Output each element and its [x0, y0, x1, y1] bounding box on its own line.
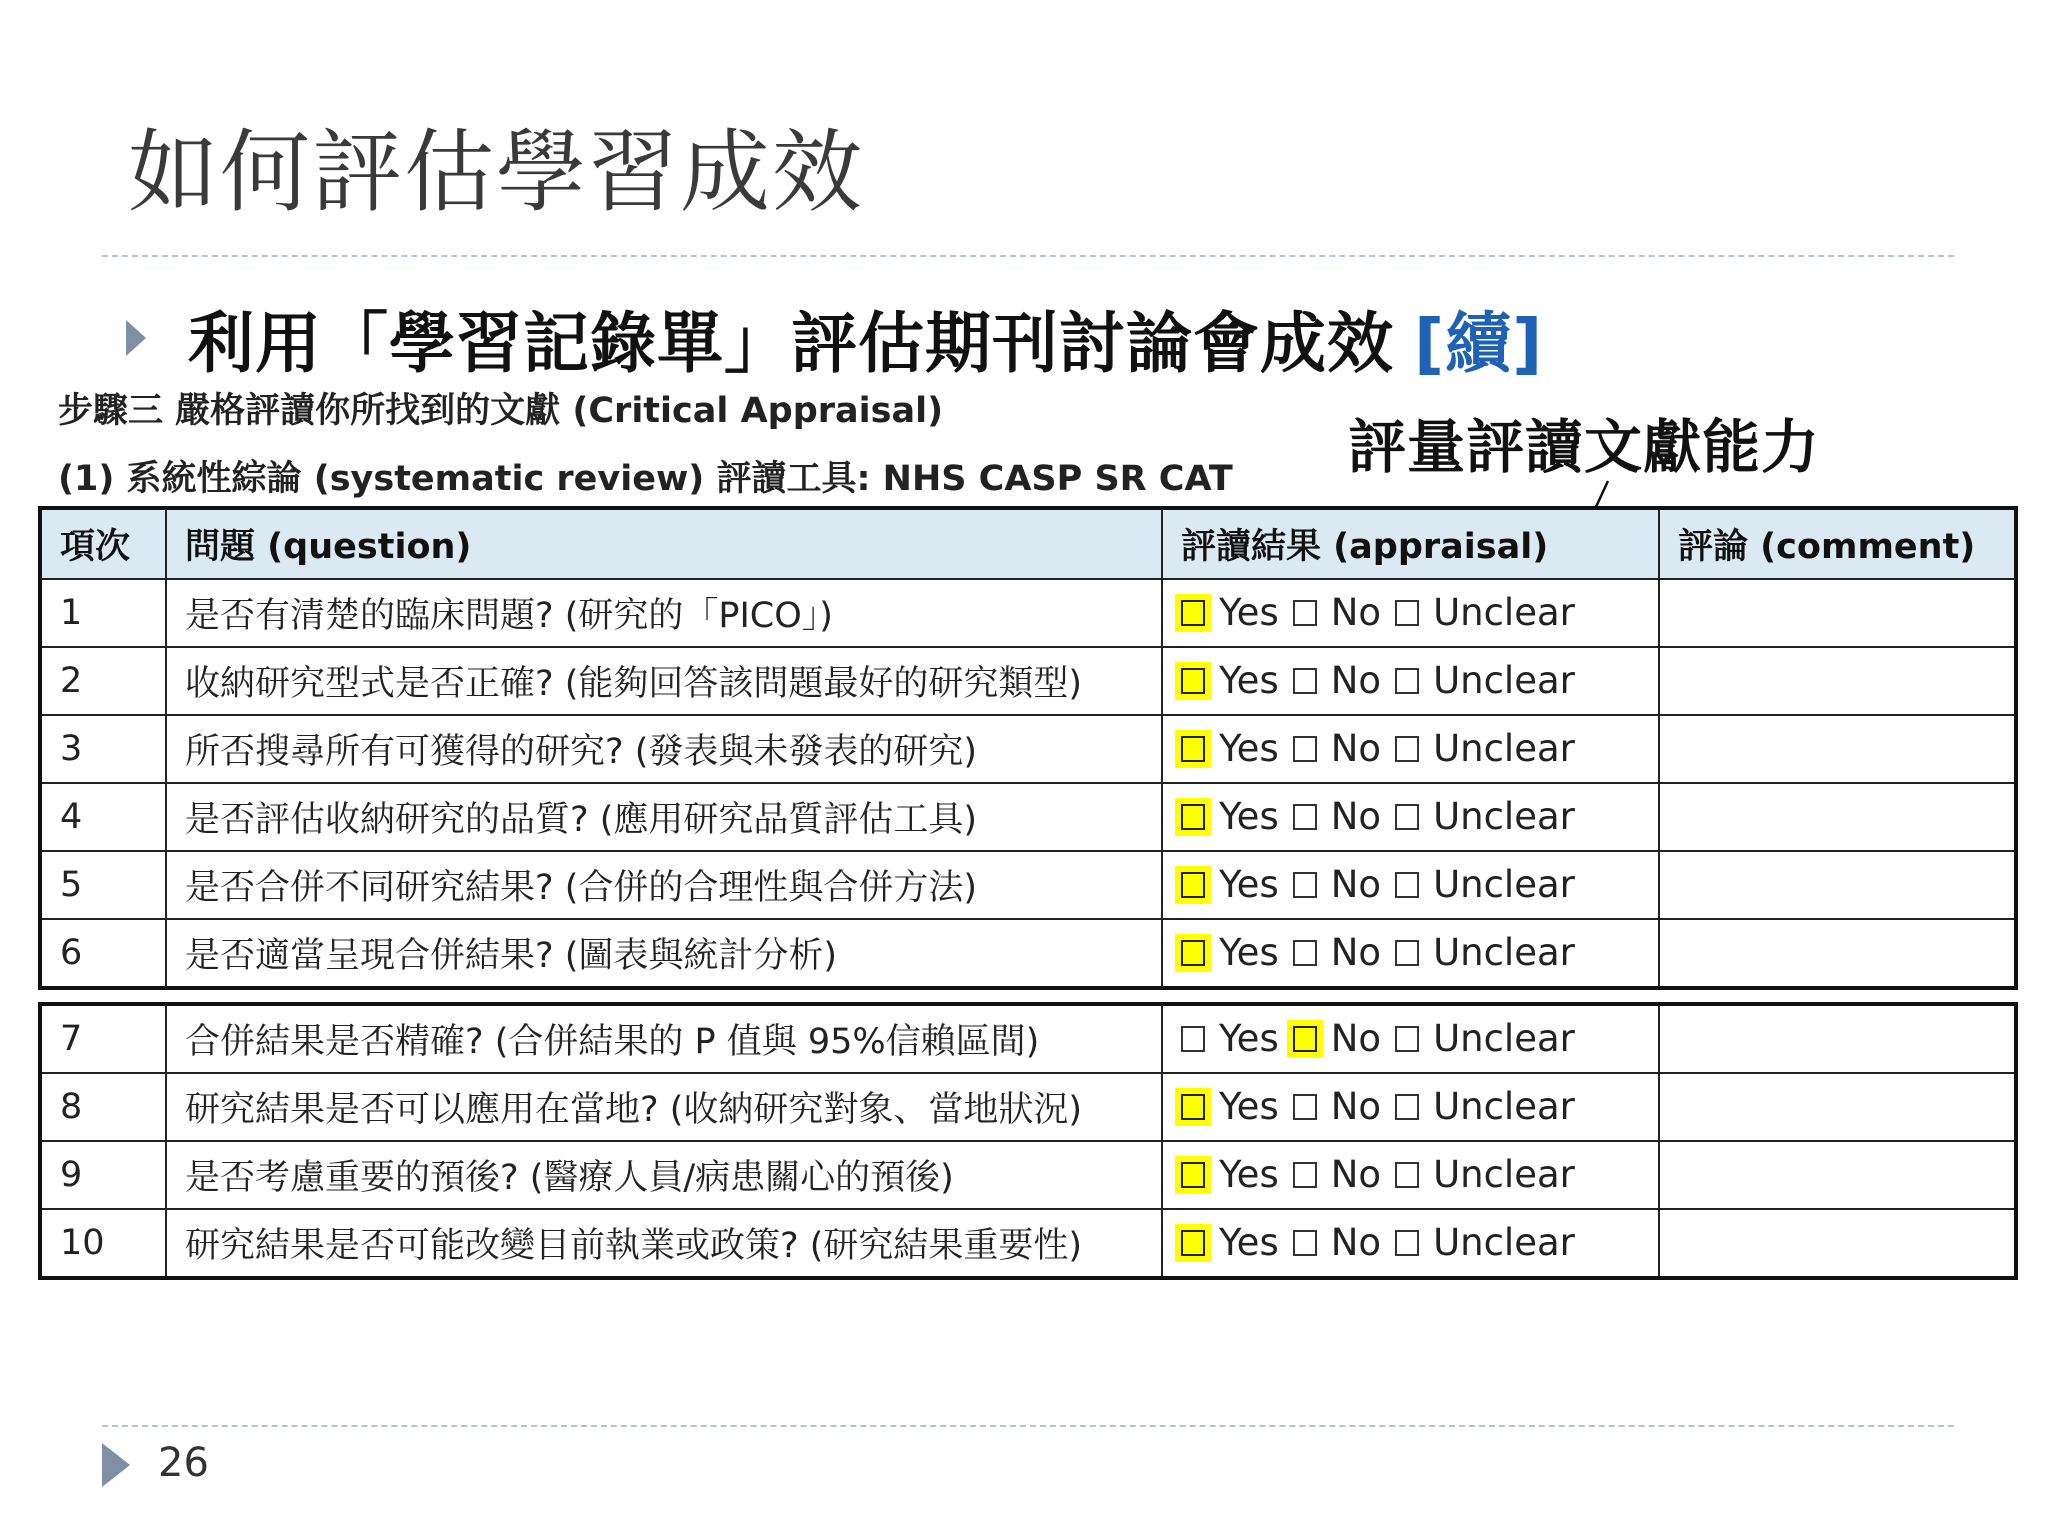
row-question: 是否合併不同研究結果? (合併的合理性與合併方法): [166, 851, 1162, 919]
option-label-unclear: Unclear: [1433, 931, 1575, 975]
option-unclear[interactable]: [1395, 591, 1575, 634]
option-no[interactable]: [1293, 1221, 1381, 1264]
option-unclear[interactable]: [1395, 1085, 1575, 1128]
checkbox-yes[interactable]: [1181, 872, 1205, 898]
option-no[interactable]: [1293, 659, 1381, 702]
option-no[interactable]: [1293, 931, 1381, 974]
checkbox-unclear[interactable]: [1395, 668, 1419, 694]
appraisal-table-part-1: [38, 506, 2018, 990]
page-triangle-icon: [102, 1443, 130, 1487]
row-appraisal: [1162, 1141, 1659, 1209]
row-number: 4: [40, 783, 166, 851]
row-appraisal: [1162, 579, 1659, 647]
option-label-unclear: Unclear: [1433, 1153, 1575, 1197]
table-row: [40, 783, 2016, 851]
option-label-unclear: Unclear: [1433, 591, 1575, 635]
option-no[interactable]: [1293, 795, 1381, 838]
table-row: [40, 1141, 2016, 1209]
option-unclear[interactable]: [1395, 727, 1575, 770]
option-yes[interactable]: [1181, 1153, 1279, 1196]
header-number: 項次: [40, 508, 166, 579]
checkbox-yes[interactable]: [1181, 736, 1205, 762]
row-appraisal: [1162, 647, 1659, 715]
checkbox-unclear[interactable]: [1395, 940, 1419, 966]
header-question: 問題 (question): [166, 508, 1162, 579]
bullet-label: 利用「學習記錄單」評估期刊討論會成效: [188, 305, 1394, 382]
row-question: 是否有清楚的臨床問題? (研究的「PICO」): [166, 579, 1162, 647]
table-row: [40, 1209, 2016, 1278]
option-label-unclear: Unclear: [1433, 1221, 1575, 1265]
option-label-yes: Yes: [1219, 931, 1279, 975]
option-yes[interactable]: [1181, 591, 1279, 634]
row-appraisal: [1162, 1209, 1659, 1278]
row-number: 10: [40, 1209, 166, 1278]
row-question: 收納研究型式是否正確? (能夠回答該問題最好的研究類型): [166, 647, 1162, 715]
annotation-callout: 評量評讀文獻能力: [1348, 413, 1821, 481]
table-row: [40, 1004, 2016, 1073]
option-label-no: No: [1330, 591, 1382, 635]
header-comment: 評論 (comment): [1659, 508, 2016, 579]
checkbox-unclear[interactable]: [1395, 1162, 1419, 1188]
option-label-yes: Yes: [1219, 795, 1279, 839]
checkbox-unclear[interactable]: [1395, 804, 1419, 830]
row-question: 是否評估收納研究的品質? (應用研究品質評估工具): [166, 783, 1162, 851]
option-unclear[interactable]: [1395, 863, 1575, 906]
table-row: [40, 579, 2016, 647]
table-row: [40, 919, 2016, 988]
table-row: [40, 647, 2016, 715]
option-yes[interactable]: [1181, 1221, 1279, 1264]
checkbox-yes[interactable]: [1181, 1026, 1205, 1052]
header-appraisal: 評讀結果 (appraisal): [1162, 508, 1659, 579]
checkbox-unclear[interactable]: [1395, 872, 1419, 898]
row-comment-field[interactable]: [1659, 579, 2016, 647]
option-no[interactable]: [1293, 727, 1381, 770]
option-label-no: No: [1330, 931, 1382, 975]
bullet-point: [126, 290, 1543, 385]
checkbox-yes[interactable]: [1181, 1230, 1205, 1256]
option-no[interactable]: [1293, 1153, 1381, 1196]
row-number: 1: [40, 579, 166, 647]
option-no[interactable]: [1293, 1017, 1381, 1060]
row-question: 研究結果是否可以應用在當地? (收納研究對象、當地狀況): [166, 1073, 1162, 1141]
row-number: 8: [40, 1073, 166, 1141]
row-appraisal: [1162, 919, 1659, 988]
checkbox-no[interactable]: [1293, 1230, 1317, 1256]
option-yes[interactable]: [1181, 659, 1279, 702]
row-appraisal: [1162, 783, 1659, 851]
option-label-yes: Yes: [1219, 727, 1279, 771]
checkbox-no[interactable]: [1293, 1162, 1317, 1188]
row-comment-field[interactable]: [1659, 1004, 2016, 1073]
option-label-no: No: [1330, 795, 1382, 839]
option-label-yes: Yes: [1219, 591, 1279, 635]
row-appraisal: [1162, 1073, 1659, 1141]
tool-heading: (1) 系統性綜論 (systematic review) 評讀工具: NHS CASP SR CAT: [58, 459, 1233, 499]
row-comment-field[interactable]: [1659, 647, 2016, 715]
row-comment-field[interactable]: [1659, 1073, 2016, 1141]
checkbox-unclear[interactable]: [1395, 1230, 1419, 1256]
row-number: 6: [40, 919, 166, 988]
option-label-unclear: Unclear: [1433, 1085, 1575, 1129]
appraisal-table-part-2: [38, 1002, 2018, 1280]
table-header-row: [40, 508, 2016, 579]
option-label-unclear: Unclear: [1433, 795, 1575, 839]
option-label-unclear: Unclear: [1433, 1017, 1575, 1061]
option-unclear[interactable]: [1395, 1017, 1575, 1060]
row-number: 5: [40, 851, 166, 919]
row-appraisal: [1162, 851, 1659, 919]
slide-title: 如何評估學習成效: [128, 120, 864, 225]
checkbox-no[interactable]: [1293, 736, 1317, 762]
row-question: 合併結果是否精確? (合併結果的 P 值與 95%信賴區間): [166, 1004, 1162, 1073]
option-label-no: No: [1330, 727, 1382, 771]
table-row: [40, 1073, 2016, 1141]
checkbox-no[interactable]: [1293, 804, 1317, 830]
continued-tag: [續]: [1414, 305, 1544, 382]
checkbox-yes[interactable]: [1181, 600, 1205, 626]
checkbox-no[interactable]: [1293, 872, 1317, 898]
step-heading: 步驟三 嚴格評讀你所找到的文獻 (Critical Appraisal): [58, 391, 944, 431]
option-unclear[interactable]: [1395, 659, 1575, 702]
option-label-yes: Yes: [1219, 1085, 1279, 1129]
row-appraisal: [1162, 1004, 1659, 1073]
row-comment-field[interactable]: [1659, 783, 2016, 851]
option-yes[interactable]: [1181, 795, 1279, 838]
option-label-no: No: [1330, 659, 1382, 703]
option-label-no: No: [1330, 1153, 1382, 1197]
option-unclear[interactable]: [1395, 1153, 1575, 1196]
row-question: 是否適當呈現合併結果? (圖表與統計分析): [166, 919, 1162, 988]
option-no[interactable]: [1293, 1085, 1381, 1128]
checkbox-no[interactable]: [1293, 668, 1317, 694]
option-unclear[interactable]: [1395, 795, 1575, 838]
option-yes[interactable]: [1181, 1085, 1279, 1128]
option-unclear[interactable]: [1395, 931, 1575, 974]
checkbox-unclear[interactable]: [1395, 1094, 1419, 1120]
option-no[interactable]: [1293, 863, 1381, 906]
checkbox-no[interactable]: [1293, 940, 1317, 966]
checkbox-yes[interactable]: [1181, 804, 1205, 830]
option-yes[interactable]: [1181, 863, 1279, 906]
table-row: [40, 715, 2016, 783]
checkbox-yes[interactable]: [1181, 668, 1205, 694]
checkbox-yes[interactable]: [1181, 940, 1205, 966]
bullet-triangle-icon: [126, 320, 146, 356]
checkbox-unclear[interactable]: [1395, 600, 1419, 626]
row-number: 7: [40, 1004, 166, 1073]
option-label-no: No: [1330, 863, 1382, 907]
title-divider: [102, 255, 1954, 257]
option-yes[interactable]: [1181, 727, 1279, 770]
option-label-unclear: Unclear: [1433, 659, 1575, 703]
checkbox-unclear[interactable]: [1395, 736, 1419, 762]
option-yes[interactable]: [1181, 931, 1279, 974]
option-label-yes: Yes: [1219, 659, 1279, 703]
option-label-no: No: [1330, 1017, 1382, 1061]
row-comment-field[interactable]: [1659, 1141, 2016, 1209]
row-comment-field[interactable]: [1659, 919, 2016, 988]
option-label-yes: Yes: [1219, 1221, 1279, 1265]
checkbox-no[interactable]: [1293, 600, 1317, 626]
footer-divider: [102, 1425, 1954, 1427]
checkbox-unclear[interactable]: [1395, 1026, 1419, 1052]
option-yes[interactable]: [1181, 1017, 1279, 1060]
row-question: 所否搜尋所有可獲得的研究? (發表與未發表的研究): [166, 715, 1162, 783]
option-label-unclear: Unclear: [1433, 863, 1575, 907]
row-appraisal: [1162, 715, 1659, 783]
bullet-text: [188, 290, 1543, 385]
row-comment-field[interactable]: [1659, 851, 2016, 919]
checkbox-yes[interactable]: [1181, 1162, 1205, 1188]
row-question: 研究結果是否可能改變目前執業或政策? (研究結果重要性): [166, 1209, 1162, 1278]
checkbox-yes[interactable]: [1181, 1094, 1205, 1120]
table-row: [40, 851, 2016, 919]
option-label-unclear: Unclear: [1433, 727, 1575, 771]
option-label-yes: Yes: [1219, 863, 1279, 907]
option-label-no: No: [1330, 1085, 1382, 1129]
row-comment-field[interactable]: [1659, 715, 2016, 783]
checkbox-no[interactable]: [1293, 1026, 1317, 1052]
checkbox-no[interactable]: [1293, 1094, 1317, 1120]
row-comment-field[interactable]: [1659, 1209, 2016, 1278]
page-number: 26: [158, 1440, 209, 1486]
row-number: 3: [40, 715, 166, 783]
option-label-no: No: [1330, 1221, 1382, 1265]
row-question: 是否考慮重要的預後? (醫療人員/病患關心的預後): [166, 1141, 1162, 1209]
option-no[interactable]: [1293, 591, 1381, 634]
row-number: 2: [40, 647, 166, 715]
row-number: 9: [40, 1141, 166, 1209]
option-unclear[interactable]: [1395, 1221, 1575, 1264]
option-label-yes: Yes: [1219, 1153, 1279, 1197]
option-label-yes: Yes: [1219, 1017, 1279, 1061]
